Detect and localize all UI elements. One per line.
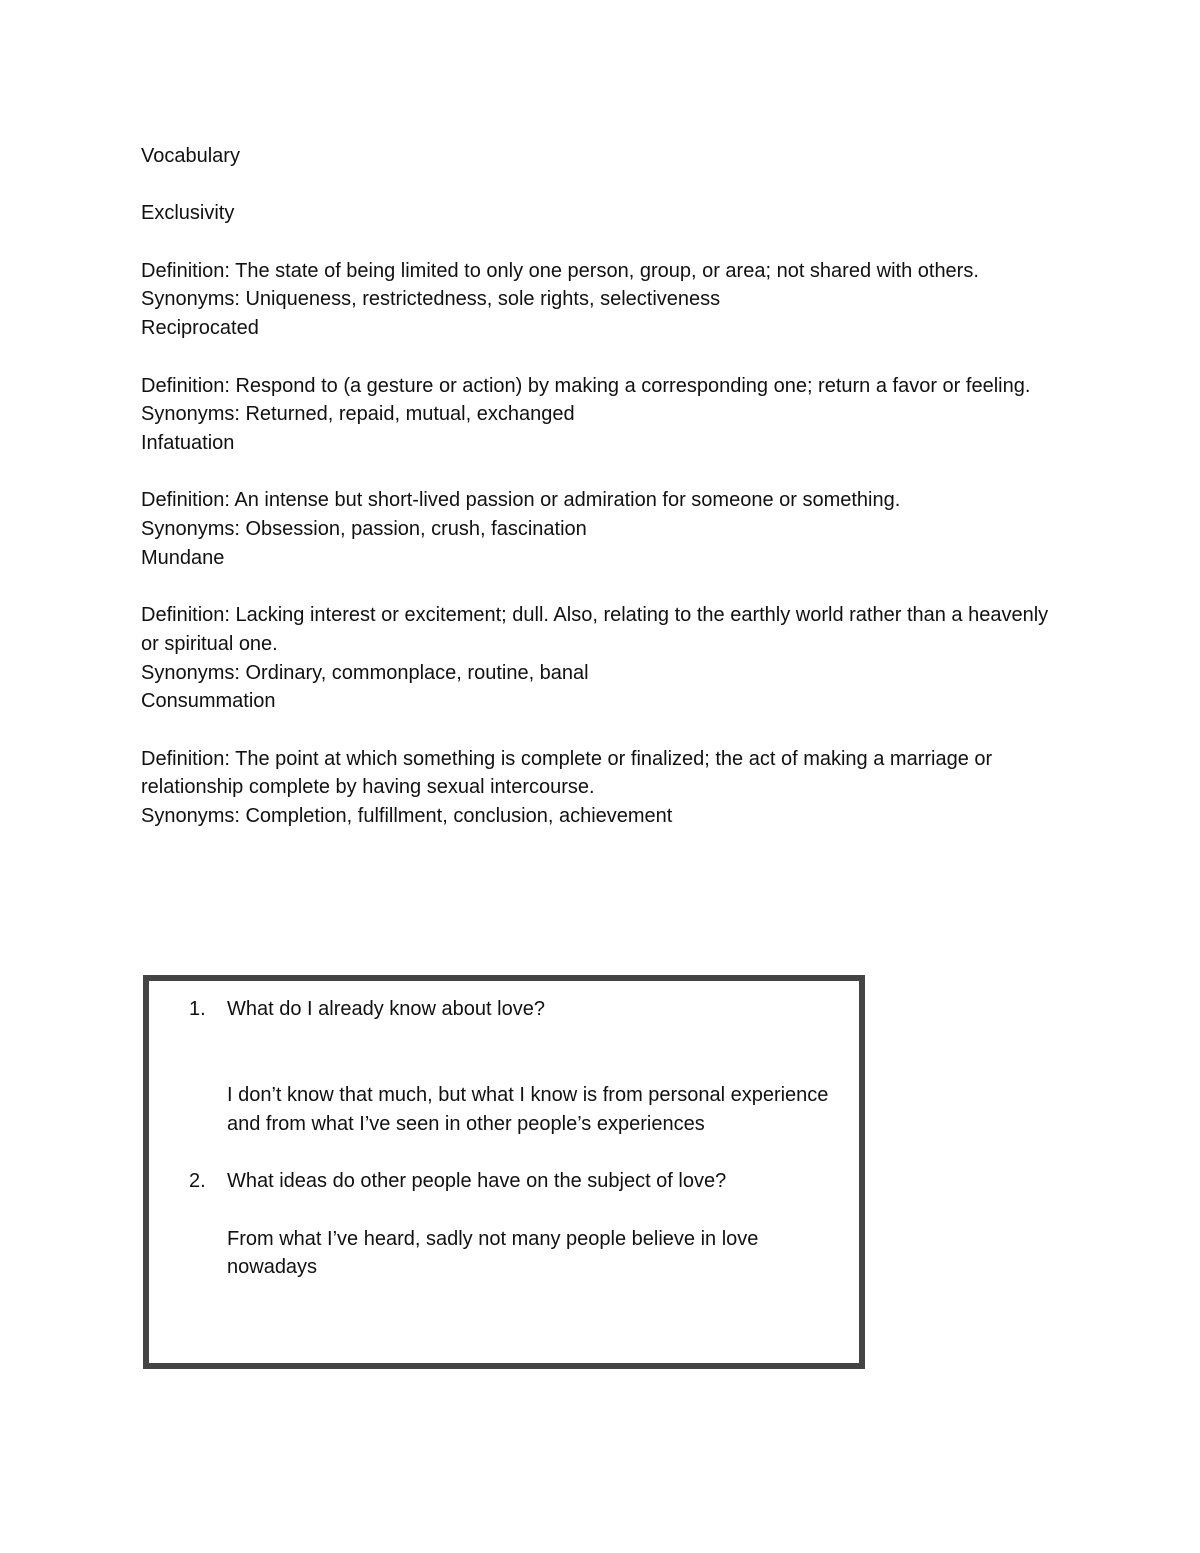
- term-word: Reciprocated: [141, 317, 259, 340]
- term-definition: Definition: Respond to (a gesture or action) by making a corresponding one; return a favor or feeling.: [141, 374, 1031, 397]
- spacer: [141, 458, 1061, 487]
- vocabulary-section: [141, 142, 1061, 831]
- spacer: [189, 1024, 849, 1053]
- spacer: [141, 171, 1061, 200]
- term-word: Consummation: [141, 690, 276, 713]
- questions-list: [189, 995, 849, 1282]
- term-word: Exclusivity: [141, 202, 235, 225]
- spacer: [189, 1052, 849, 1081]
- term-synonyms: Synonyms: Completion, fulfillment, conclusion, achievement: [141, 805, 673, 828]
- page-heading: Vocabulary: [141, 145, 240, 167]
- term-word: Infatuation: [141, 431, 235, 454]
- term-synonyms: Synonyms: Uniqueness, restrictedness, sole rights, selectiveness: [141, 288, 721, 311]
- spacer: [141, 228, 1061, 257]
- term-definition: Definition: The state of being limited to only one person, group, or area; not shared with others.: [141, 259, 979, 282]
- term-synonyms: Synonyms: Returned, repaid, mutual, exchanged: [141, 403, 575, 426]
- spacer: [141, 572, 1061, 601]
- spacer: [189, 1138, 849, 1167]
- term-synonyms: Synonyms: Obsession, passion, crush, fascination: [141, 518, 587, 541]
- spacer: [141, 716, 1061, 745]
- questions-box: [143, 975, 865, 1369]
- term-definition: Definition: Lacking interest or excitement; dull. Also, relating to the earthly world rather than a heavenly or spiritual one.: [141, 604, 1049, 655]
- question-number: 2.: [189, 1170, 206, 1193]
- question-text: What ideas do other people have on the subject of love?: [227, 1170, 727, 1193]
- term-synonyms: Synonyms: Ordinary, commonplace, routine, banal: [141, 661, 589, 684]
- term-definition: Definition: The point at which something is complete or finalized; the act of making a marriage or relationship complete by having sexual intercourse.: [141, 747, 993, 799]
- term-definition: Definition: An intense but short-lived passion or admiration for someone or something.: [141, 489, 901, 512]
- spacer: [141, 343, 1061, 372]
- question-item: [189, 1167, 849, 1196]
- question-item: [189, 995, 849, 1024]
- answer-text: From what I’ve heard, sadly not many people believe in love nowadays: [227, 1227, 759, 1279]
- term-word: Mundane: [141, 546, 225, 569]
- question-text: What do I already know about love?: [227, 998, 545, 1020]
- answer-text: I don’t know that much, but what I know is from personal experience and from what I’ve seen in other people’s experiences: [227, 1084, 829, 1135]
- question-number: 1.: [189, 998, 206, 1020]
- spacer: [189, 1196, 849, 1225]
